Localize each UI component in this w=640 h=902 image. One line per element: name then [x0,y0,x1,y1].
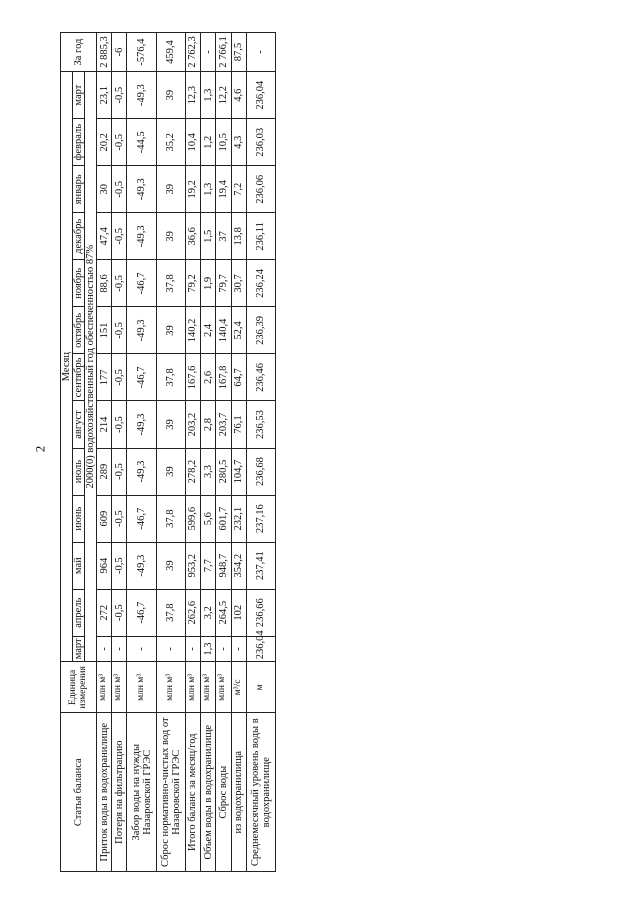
table-cell: 236,06 [246,166,275,213]
table-cell: 37 [216,213,231,260]
table-cell: 599,6 [185,495,200,542]
table-cell: 88,6 [97,260,112,307]
table-cell: 36,6 [185,213,200,260]
table-cell: 52,4 [231,307,246,354]
table-cell: -0,5 [112,213,127,260]
table-cell: 64,7 [231,354,246,401]
table-row [97,33,112,872]
table-cell: -49,3 [127,307,156,354]
table-row [246,33,275,872]
month-header: февраль [73,119,85,166]
table-cell: 953,2 [185,542,200,589]
row-label: Среднемесячный уровень воды в водохранилище [246,713,275,872]
table-cell: 39 [156,213,185,260]
year-total-cell: 87,5 [231,33,246,72]
table-cell: 236,53 [246,401,275,448]
table-cell: 5,6 [201,495,216,542]
table-cell: 10,4 [185,119,200,166]
header-row-group [61,33,73,872]
table-cell: 289 [97,448,112,495]
month-header: июль [73,448,85,495]
month-header: октябрь [73,307,85,354]
table-cell: 47,4 [97,213,112,260]
month-header: январь [73,166,85,213]
year-type-subheader: 2000(0) водохозяйственный год обеспеченностью 87% [85,72,97,662]
table-cell: 203,2 [185,401,200,448]
table-cell: 1,3 [201,72,216,119]
table-row [201,33,216,872]
table-cell: 236,66 [246,589,275,636]
row-label: Сброс нормативно-чистых вод от Назаровской ГРЭС [156,713,185,872]
table-cell: 13,8 [231,213,246,260]
month-header: май [73,542,85,589]
row-label: Потеря на фильтрацию [112,713,127,872]
header-year: За год [61,33,97,72]
table-cell: 2,4 [201,307,216,354]
month-header: декабрь [73,213,85,260]
table-cell: 37,8 [156,495,185,542]
table-cell: 236,39 [246,307,275,354]
year-total-cell: -576,4 [127,33,156,72]
row-label: Забор воды на нужды Назаровской ГРЭС [127,713,156,872]
row-label: Итого баланс за месяц/год [185,713,200,872]
water-balance-table-wrapper [60,32,276,872]
header-item: Статья баланса [61,713,97,872]
table-cell: 140,4 [216,307,231,354]
table-cell: -0,5 [112,589,127,636]
table-cell: -46,7 [127,260,156,307]
year-total-cell: 2 766,1 [216,33,231,72]
month-header: март [73,72,85,119]
row-label: из водохранилища [231,713,246,872]
row-unit: млн м³ [156,662,185,713]
table-cell: 30 [97,166,112,213]
table-cell: 948,7 [216,542,231,589]
table-row [112,33,127,872]
table-cell: - [112,636,127,662]
table-cell: 140,2 [185,307,200,354]
table-cell: - [97,636,112,662]
table-cell: 30,7 [231,260,246,307]
month-header: июнь [73,495,85,542]
table-cell: 10,5 [216,119,231,166]
table-cell: 12,2 [216,72,231,119]
table-cell: 79,2 [185,260,200,307]
table-cell: 1,9 [201,260,216,307]
table-cell: 236,04 [246,72,275,119]
table-cell: 167,8 [216,354,231,401]
table-cell: -0,5 [112,166,127,213]
table-row [216,33,231,872]
table-cell: 601,7 [216,495,231,542]
row-unit: млн м³ [185,662,200,713]
table-cell: 272 [97,589,112,636]
table-cell: 7,2 [231,166,246,213]
table-cell: -49,3 [127,401,156,448]
table-cell: 2,6 [201,354,216,401]
month-header: сентябрь [73,354,85,401]
table-cell: -49,3 [127,213,156,260]
table-cell: 102 [231,589,246,636]
table-cell: -0,5 [112,542,127,589]
table-cell: -49,3 [127,166,156,213]
table-cell: 79,7 [216,260,231,307]
year-total-cell: - [246,33,275,72]
table-cell: 76,1 [231,401,246,448]
table-cell: 280,5 [216,448,231,495]
month-header: ноябрь [73,260,85,307]
row-unit: млн м³ [97,662,112,713]
row-unit: м³/с [231,662,246,713]
table-row [185,33,200,872]
year-total-cell: 2 762,3 [185,33,200,72]
month-header: март [73,636,85,662]
year-total-cell: - [201,33,216,72]
table-cell: 236,24 [246,260,275,307]
table-cell: -0,5 [112,119,127,166]
table-cell: -49,3 [127,542,156,589]
row-unit: млн м³ [112,662,127,713]
table-cell: 2,8 [201,401,216,448]
table-cell: 35,2 [156,119,185,166]
table-cell: 262,6 [185,589,200,636]
table-cell: -44,5 [127,119,156,166]
table-cell: 1,2 [201,119,216,166]
table-cell: 12,3 [185,72,200,119]
table-cell: 278,2 [185,448,200,495]
table-cell: -0,5 [112,307,127,354]
header-months-group: Месяц [61,72,73,662]
table-cell: 236,03 [246,119,275,166]
table-cell: 1,3 [201,166,216,213]
table-cell: 964 [97,542,112,589]
table-cell: 3,3 [201,448,216,495]
table-cell: 39 [156,307,185,354]
table-cell: -49,3 [127,72,156,119]
table-row [127,33,156,872]
header-unit: Единица измерения [61,662,97,713]
table-cell: 19,2 [185,166,200,213]
table-cell: 4,6 [231,72,246,119]
table-cell: 39 [156,72,185,119]
table-cell: 609 [97,495,112,542]
table-cell: 19,4 [216,166,231,213]
row-unit: млн м³ [127,662,156,713]
table-cell: -0,5 [112,354,127,401]
table-cell: 7,7 [201,542,216,589]
table-cell: 4,3 [231,119,246,166]
table-cell: 39 [156,542,185,589]
month-header: август [73,401,85,448]
table-cell: - [185,636,200,662]
year-total-cell: -6 [112,33,127,72]
water-balance-table [60,32,276,872]
table-cell: 237,41 [246,542,275,589]
table-cell: -0,5 [112,260,127,307]
table-cell: -0,5 [112,72,127,119]
row-unit: млн м³ [216,662,231,713]
page-number: 2 [32,445,48,453]
table-row [156,33,185,872]
table-cell: - [156,636,185,662]
table-cell: 236,04 [246,636,275,662]
table-cell: - [127,636,156,662]
table-cell: 39 [156,166,185,213]
row-label: Приток воды в водохранилище [97,713,112,872]
year-total-cell: 2 885,3 [97,33,112,72]
table-cell: 3,2 [201,589,216,636]
table-cell: 354,2 [231,542,246,589]
table-cell: 37,8 [156,354,185,401]
table-cell: - [231,636,246,662]
table-cell: 1,5 [201,213,216,260]
table-cell: 177 [97,354,112,401]
row-label: Сброс воды [216,713,231,872]
table-cell: -49,3 [127,448,156,495]
table-cell: 236,46 [246,354,275,401]
table-cell: 236,68 [246,448,275,495]
table-cell: 236,11 [246,213,275,260]
table-cell: 203,7 [216,401,231,448]
table-body [97,33,276,872]
table-cell: 37,8 [156,589,185,636]
table-cell: - [216,636,231,662]
table-cell: 104,7 [231,448,246,495]
table-cell: 1,3 [201,636,216,662]
table-cell: -46,7 [127,495,156,542]
table-cell: 214 [97,401,112,448]
table-cell: -0,5 [112,401,127,448]
table-cell: 264,5 [216,589,231,636]
table-cell: -0,5 [112,495,127,542]
row-unit: м [246,662,275,713]
row-unit: млн м³ [201,662,216,713]
table-cell: 20,2 [97,119,112,166]
table-cell: 23,1 [97,72,112,119]
table-row [231,33,246,872]
table-cell: -46,7 [127,354,156,401]
month-header: апрель [73,589,85,636]
table-cell: -46,7 [127,589,156,636]
table-cell: 39 [156,401,185,448]
row-label: Объем воды в водохранилище [201,713,216,872]
table-cell: 167,6 [185,354,200,401]
table-cell: 151 [97,307,112,354]
table-cell: 37,8 [156,260,185,307]
table-cell: 232,1 [231,495,246,542]
year-total-cell: 459,4 [156,33,185,72]
table-cell: -0,5 [112,448,127,495]
table-cell: 237,16 [246,495,275,542]
table-cell: 39 [156,448,185,495]
